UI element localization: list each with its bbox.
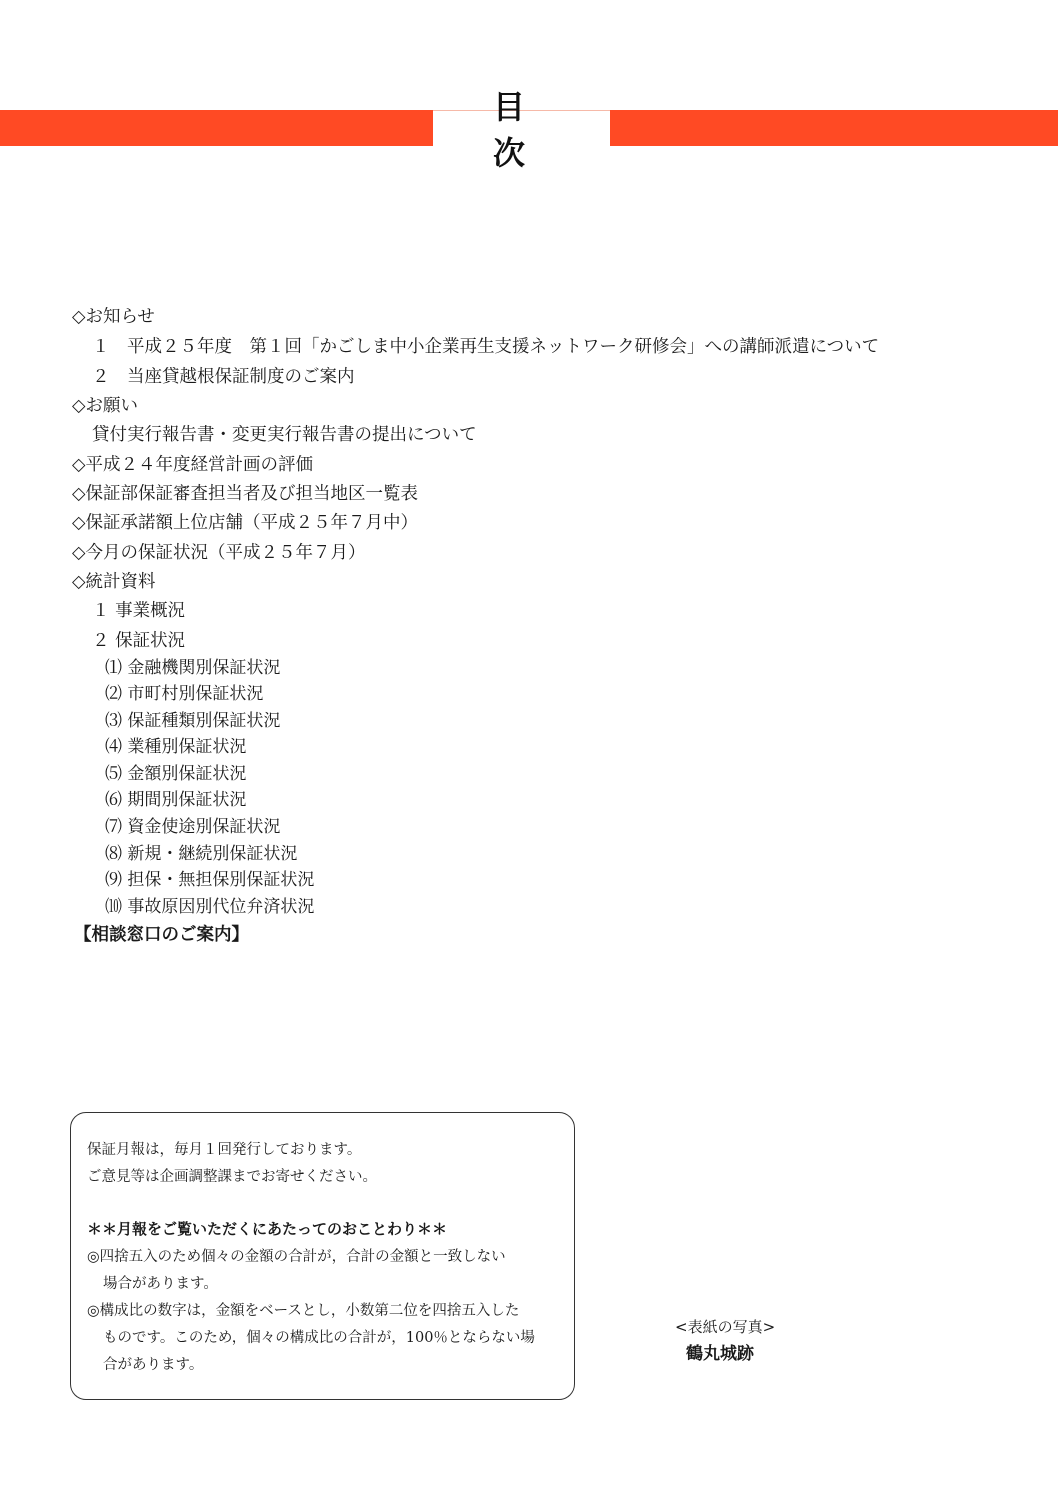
notice-line: 場合があります。: [103, 1276, 218, 1292]
toc-item: ⑹ 期間別保証状況: [105, 790, 247, 810]
title-bar-right: [610, 110, 1058, 146]
notice-line: ◎構成比の数字は，金額をベースとし，小数第二位を四捨五入した: [87, 1303, 520, 1319]
title-band: [0, 88, 1058, 172]
toc-item: ⑵ 市町村別保証状況: [105, 684, 264, 704]
title-bar-left: [0, 110, 433, 146]
toc-item: ◇保証承諾額上位店舗（平成２５年７月中）: [72, 513, 418, 533]
toc-item: １ 事業概況: [92, 601, 186, 621]
page-title: 目次: [493, 88, 586, 172]
toc-item: 貸付実行報告書・変更実行報告書の提出について: [92, 425, 477, 445]
toc-item: ⑶ 保証種類別保証状況: [105, 711, 281, 731]
notice-line: 保証月報は，毎月１回発行しております。: [87, 1142, 362, 1158]
toc-item: ⑷ 業種別保証状況: [105, 737, 247, 757]
toc-item: ◇統計資料: [72, 572, 156, 592]
toc-item: ◇お知らせ: [72, 307, 155, 327]
cover-photo-name: 鶴丸城跡: [686, 1344, 754, 1364]
toc-item: ⑻ 新規・継続別保証状況: [105, 844, 298, 864]
toc-item: ⑺ 資金使途別保証状況: [105, 817, 281, 837]
toc-item: １ 平成２５年度 第１回「かごしま中小企業再生支援ネットワーク研修会」への講師派遣について: [92, 337, 880, 357]
toc-item: ⑽ 事故原因別代位弁済状況: [105, 897, 315, 917]
notice-line: ◎四捨五入のため個々の金額の合計が，合計の金額と一致しない: [87, 1249, 506, 1265]
toc-item: ２ 保証状況: [92, 631, 186, 651]
notice-line: ものです。このため，個々の構成比の合計が，100％とならない場: [103, 1330, 535, 1346]
toc-item: ⑸ 金額別保証状況: [105, 764, 247, 784]
notice-heading: ＊＊月報をご覧いただくにあたってのおことわり＊＊: [87, 1220, 448, 1238]
notice-line: ご意見等は企画調整課までお寄せください。: [87, 1169, 377, 1185]
cover-photo-label: <表紙の写真>: [675, 1318, 776, 1336]
toc-item: ⑼ 担保・無担保別保証状況: [105, 870, 315, 890]
toc-item: 【相談窓口のご案内】: [74, 925, 249, 945]
toc-item: ◇平成２４年度経営計画の評価: [72, 455, 313, 475]
toc-item: ◇保証部保証審査担当者及び担当地区一覧表: [72, 484, 418, 504]
notice-box: [70, 1112, 575, 1400]
notice-line: 合があります。: [103, 1357, 204, 1373]
toc-item: ◇お願い: [72, 396, 138, 416]
toc-item: ⑴ 金融機関別保証状況: [105, 658, 281, 678]
toc-item: ２ 当座貸越根保証制度のご案内: [92, 367, 355, 387]
toc-item: ◇今月の保証状況（平成２５年７月）: [72, 543, 366, 563]
